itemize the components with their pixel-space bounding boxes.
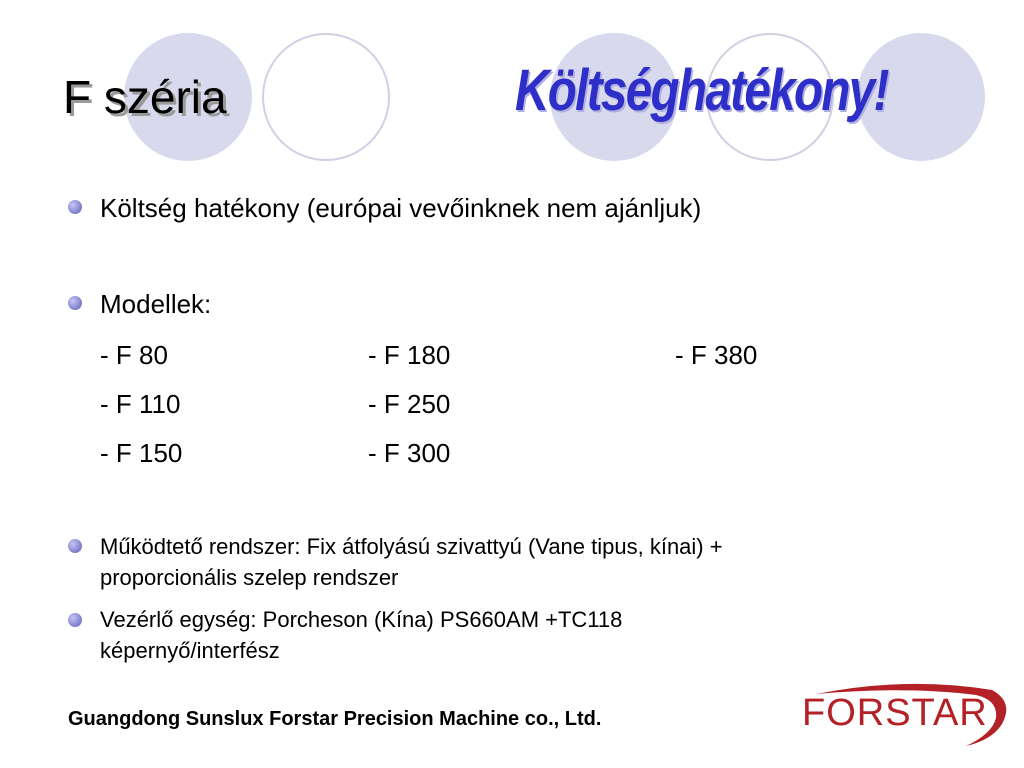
slide-title: F széria bbox=[63, 71, 227, 123]
slogan-banner: Költséghatékony! bbox=[515, 58, 888, 123]
bullet-icon bbox=[68, 296, 82, 310]
model-item: - F 110 bbox=[100, 389, 181, 419]
bullet-drive-system-cont: proporcionális szelep rendszer bbox=[100, 565, 399, 590]
model-item: - F 180 bbox=[368, 340, 451, 370]
model-item: - F 250 bbox=[368, 389, 451, 419]
forstar-logo bbox=[796, 680, 1014, 752]
logo-text: FORSTAR bbox=[802, 692, 988, 734]
bullet-icon bbox=[68, 539, 82, 553]
company-footer: Guangdong Sunslux Forstar Precision Machine co., Ltd. bbox=[68, 708, 602, 730]
bullet-control-unit: Vezérlő egység: Porcheson (Kína) PS660AM +TC118 bbox=[100, 607, 623, 632]
bullet-drive-system: Működtető rendszer: Fix átfolyású szivattyú (Vane tipus, kínai) + bbox=[100, 534, 723, 559]
model-item: - F 150 bbox=[100, 438, 183, 468]
model-item: - F 80 bbox=[100, 340, 168, 370]
bullet-cost-effective: Költség hatékony (európai vevőinknek nem ajánljuk) bbox=[100, 193, 702, 223]
bullet-control-unit-cont: képernyő/interfész bbox=[100, 638, 280, 663]
model-item: - F 380 bbox=[675, 340, 758, 370]
model-item: - F 300 bbox=[368, 438, 451, 468]
bullet-icon bbox=[68, 200, 82, 214]
bullet-models: Modellek: bbox=[100, 289, 212, 319]
decor-circle-2 bbox=[262, 33, 390, 161]
bullet-icon bbox=[68, 613, 82, 627]
